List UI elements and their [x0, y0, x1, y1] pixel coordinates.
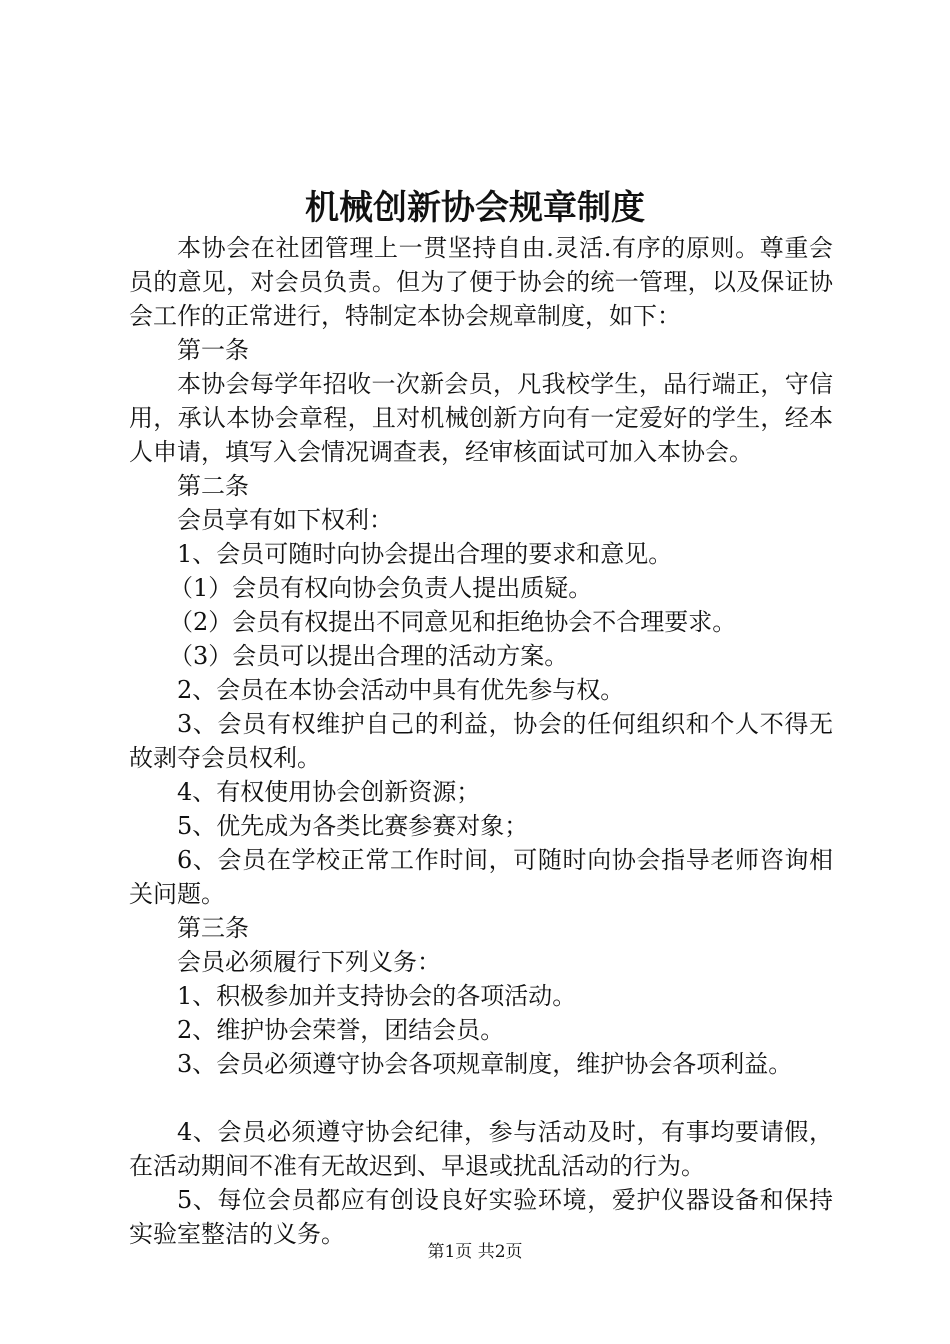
sub-list-item: （2）会员有权提出不同意见和拒绝协会不合理要求。 — [169, 608, 737, 636]
article-heading: 第二条 — [177, 472, 249, 500]
sub-list-item: （1）会员有权向协会负责人提出质疑。 — [169, 574, 593, 602]
list-item: 1、积极参加并支持协会的各项活动。 — [177, 982, 577, 1010]
list-item: 6、会员在学校正常工作时间，可随时向协会指导老师咨询相关问题。 — [129, 846, 833, 908]
list-item: 3、会员有权维护自己的利益，协会的任何组织和个人不得无故剥夺会员权利。 — [129, 710, 833, 772]
paragraph: 本协会每学年招收一次新会员，凡我校学生，品行端正，守信用，承认本协会章程，且对机械创新方向有一定爱好的学生，经本人申请，填写入会情况调查表，经审核面试可加入本协会。 — [129, 370, 833, 466]
list-item: 5、每位会员都应有创设良好实验环境，爱护仪器设备和保持实验室整洁的义务。 — [129, 1186, 833, 1248]
paragraph: 会员必须履行下列义务： — [177, 948, 441, 976]
document-body — [129, 231, 833, 1251]
list-item: 4、会员必须遵守协会纪律，参与活动及时，有事均要请假，在活动期间不准有无故迟到、早退或扰乱活动的行为。 — [129, 1118, 833, 1180]
list-item: 2、维护协会荣誉，团结会员。 — [177, 1016, 505, 1044]
intro-paragraph: 本协会在社团管理上一贯坚持自由.灵活.有序的原则。尊重会员的意见，对会员负责。但为了便于协会的统一管理，以及保证协会工作的正常进行，特制定本协会规章制度，如下： — [129, 234, 833, 330]
list-item: 5、优先成为各类比赛参赛对象； — [177, 812, 529, 840]
list-item: 2、会员在本协会活动中具有优先参与权。 — [177, 676, 625, 704]
document-title: 机械创新协会规章制度 — [305, 188, 645, 228]
article-heading: 第一条 — [177, 336, 249, 364]
list-item: 4、有权使用协会创新资源； — [177, 778, 481, 806]
list-item: 3、会员必须遵守协会各项规章制度，维护协会各项利益。 — [177, 1050, 793, 1078]
article-heading: 第三条 — [177, 914, 249, 942]
list-item: 1、会员可随时向协会提出合理的要求和意见。 — [177, 540, 673, 568]
paragraph: 会员享有如下权利： — [177, 506, 393, 534]
page-footer: 第1页 共2页 — [427, 1242, 523, 1262]
sub-list-item: （3）会员可以提出合理的活动方案。 — [169, 642, 569, 670]
